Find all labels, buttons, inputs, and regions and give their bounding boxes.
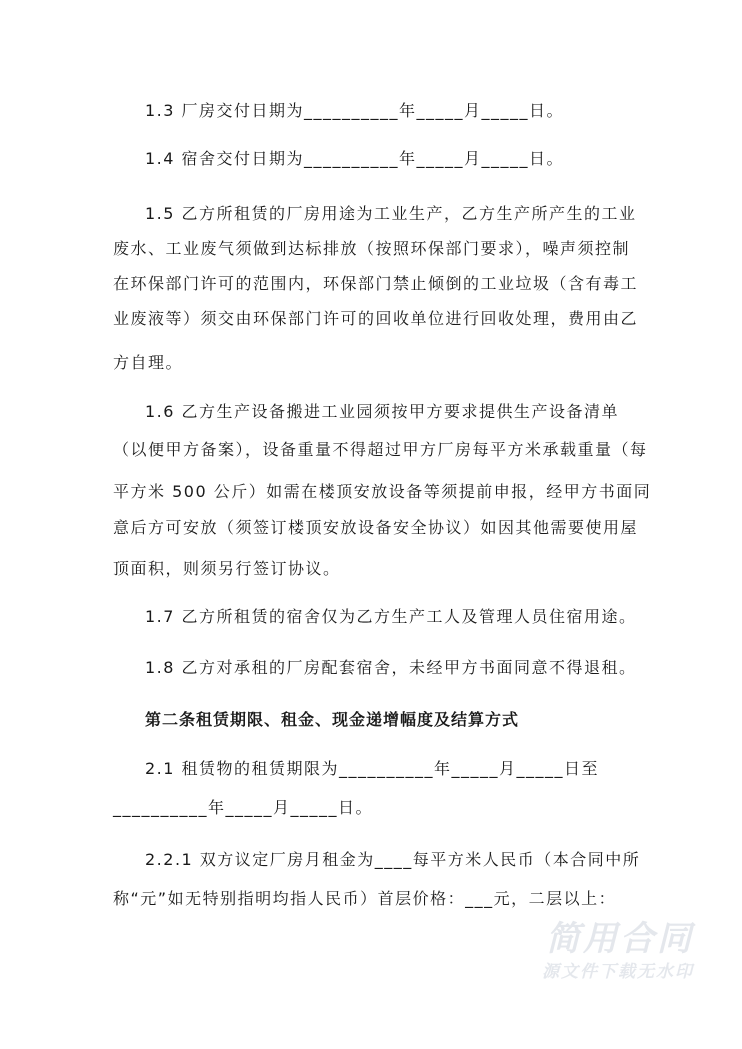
clause-1-5-line-2: 废水、工业废气须做到达标排放（按照环保部门要求），噪声须控制 bbox=[113, 239, 631, 258]
clause-1-5-line-5: 方自理。 bbox=[113, 353, 184, 372]
watermark bbox=[542, 918, 694, 984]
clause-2-2-1-line-1: 2.2.1 双方议定厂房月租金为____每平方米人民币（本合同中所 bbox=[145, 850, 641, 869]
clause-1-6-line-3: 平方米 500 公斤）如需在楼顶安放设备等须提前申报，经甲方书面同 bbox=[113, 482, 652, 501]
article-2-heading: 第二条租赁期限、租金、现金递增幅度及结算方式 bbox=[145, 710, 520, 729]
clause-1-6-line-4: 意后方可安放（须签订楼顶安放设备安全协议）如因其他需要使用屋 bbox=[113, 518, 639, 537]
clause-1-6-line-2: （以便甲方备案），设备重量不得超过甲方厂房每平方米承载重量（每 bbox=[113, 440, 648, 459]
clause-1-6-line-1: 1.6 乙方生产设备搬进工业园须按甲方要求提供生产设备清单 bbox=[145, 402, 620, 421]
clause-1-8: 1.8 乙方对承租的厂房配套宿舍，未经甲方书面同意不得退租。 bbox=[145, 658, 637, 677]
clause-1-5-line-1: 1.5 乙方所租赁的厂房用途为工业生产，乙方生产所产生的工业 bbox=[145, 204, 637, 223]
clause-1-6-line-5: 顶面积，则须另行签订协议。 bbox=[113, 559, 341, 578]
clause-2-1-line-1: 2.1 租赁物的租赁期限为__________年_____月_____日至 bbox=[145, 759, 600, 778]
watermark-tagline: 源文件下载无水印 bbox=[542, 962, 694, 982]
clause-1-4: 1.4 宿舍交付日期为__________年_____月_____日。 bbox=[145, 149, 565, 168]
clause-1-5-line-4: 业废液等）须交由环保部门许可的回收单位进行回收处理，费用由乙 bbox=[113, 309, 639, 328]
clause-1-3: 1.3 厂房交付日期为__________年_____月_____日。 bbox=[145, 101, 565, 120]
watermark-brand: 简用合同 bbox=[546, 919, 694, 959]
clause-2-2-1-line-2: 称“元”如无特别指明均指人民币）首层价格：___元，二层以上： bbox=[113, 889, 617, 908]
clause-1-5-line-3: 在环保部门许可的范围内，环保部门禁止倾倒的工业垃圾（含有毒工 bbox=[113, 274, 639, 293]
clause-1-7: 1.7 乙方所租赁的宿舍仅为乙方生产工人及管理人员住宿用途。 bbox=[145, 607, 637, 626]
clause-2-1-line-2: __________年_____月_____日。 bbox=[113, 798, 374, 817]
